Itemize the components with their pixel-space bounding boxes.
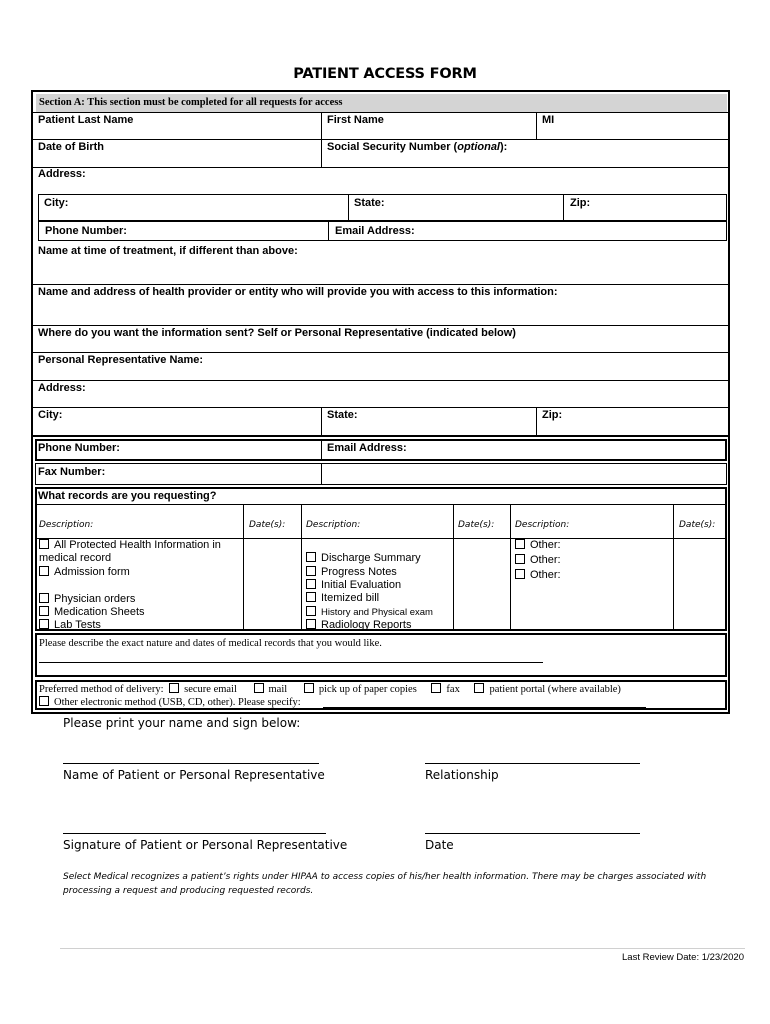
record-other-1[interactable]: Other:	[515, 539, 561, 552]
delivery-other-checkbox[interactable]	[39, 696, 49, 706]
rep-fax-box	[35, 463, 727, 485]
describe-prompt: Please describe the exact nature and dates of medical records that you would like.	[39, 638, 382, 649]
checkbox[interactable]	[515, 554, 525, 564]
delivery-mail-checkbox[interactable]	[254, 683, 264, 693]
record-lab-tests[interactable]: Lab Tests	[39, 619, 101, 632]
name-line[interactable]	[63, 763, 319, 764]
record-all-phi-cont: medical record	[39, 552, 112, 564]
checkbox[interactable]	[306, 606, 316, 616]
mi-label: MI	[542, 114, 555, 126]
dates-header-2: Date(s):	[458, 520, 495, 530]
signature-label: Signature of Patient or Personal Representative	[63, 838, 348, 852]
signature-line[interactable]	[63, 833, 326, 834]
describe-line[interactable]	[39, 662, 543, 663]
desc-header-1: Description:	[39, 520, 94, 530]
relationship-label: Relationship	[425, 768, 499, 782]
city-label: City:	[44, 197, 69, 209]
record-initial-evaluation[interactable]: Initial Evaluation	[306, 579, 401, 592]
checkbox[interactable]	[306, 592, 316, 602]
rep-email-label: Email Address:	[327, 442, 407, 454]
form-title: PATIENT ACCESS FORM	[293, 66, 477, 82]
rep-phone-label: Phone Number:	[38, 442, 120, 454]
checkbox[interactable]	[515, 569, 525, 579]
section-a-header: Section A: This section must be completed for all requests for access	[36, 94, 727, 112]
ssn-label: Social Security Number (optional):	[327, 141, 508, 153]
phone-label: Phone Number:	[45, 225, 127, 237]
email-label: Email Address:	[335, 225, 415, 237]
record-all-phi[interactable]: All Protected Health Information in	[39, 539, 221, 552]
delivery-specify-line[interactable]	[323, 707, 646, 708]
hipaa-notice: Select Medical recognizes a patient’s rights under HIPAA to access copies of his/her health information. There may be charges associated with processing a request and producing requested records.	[63, 872, 707, 896]
sign-instruction: Please print your name and sign below:	[63, 716, 301, 730]
rep-city-label: City:	[38, 409, 63, 421]
rep-fax-label: Fax Number:	[38, 466, 106, 478]
relationship-line[interactable]	[425, 763, 640, 764]
rep-zip-label: Zip:	[542, 409, 563, 421]
delivery-pickup-checkbox[interactable]	[304, 683, 314, 693]
delivery-secure-email-checkbox[interactable]	[169, 683, 179, 693]
checkbox[interactable]	[39, 619, 49, 629]
record-itemized-bill[interactable]: Itemized bill	[306, 592, 379, 605]
checkbox[interactable]	[306, 566, 316, 576]
record-radiology-reports[interactable]: Radiology Reports	[306, 619, 412, 632]
record-admission-form[interactable]: Admission form	[39, 566, 130, 579]
record-progress-notes[interactable]: Progress Notes	[306, 566, 397, 579]
dates-header-1: Date(s):	[249, 520, 286, 530]
delivery-portal-checkbox[interactable]	[474, 683, 484, 693]
rep-state-label: State:	[327, 409, 358, 421]
zip-label: Zip:	[570, 197, 591, 209]
where-sent-label: Where do you want the information sent? Self or Personal Representative (indicated below)	[38, 327, 516, 339]
first-name-label: First Name	[327, 114, 384, 126]
checkbox[interactable]	[515, 539, 525, 549]
record-medication-sheets[interactable]: Medication Sheets	[39, 606, 145, 619]
address-label: Address:	[38, 168, 86, 180]
dates-header-3: Date(s):	[679, 520, 716, 530]
desc-header-3: Description:	[515, 520, 570, 530]
name-label: Name of Patient or Personal Representative	[63, 768, 325, 782]
checkbox[interactable]	[39, 539, 49, 549]
provider-label: Name and address of health provider or entity who will provide you with access to this information:	[38, 286, 558, 298]
checkbox[interactable]	[306, 579, 316, 589]
record-physician-orders[interactable]: Physician orders	[39, 593, 135, 606]
checkbox[interactable]	[39, 566, 49, 576]
checkbox[interactable]	[39, 606, 49, 616]
records-question: What records are you requesting?	[38, 490, 217, 502]
rep-address-label: Address:	[38, 382, 86, 394]
delivery-other-row: Other electronic method (USB, CD, other). Please specify:	[39, 696, 301, 709]
patient-last-name-label: Patient Last Name	[38, 114, 134, 126]
delivery-row: Preferred method of delivery: secure email mail pick up of paper copies fax patient portal (where available)	[39, 684, 621, 695]
name-at-treatment-label: Name at time of treatment, if different than above:	[38, 245, 298, 257]
date-line[interactable]	[425, 833, 640, 834]
delivery-prefix: Preferred method of delivery:	[39, 684, 164, 695]
record-other-2[interactable]: Other:	[515, 554, 561, 567]
desc-header-2: Description:	[306, 520, 361, 530]
patient-access-form	[31, 90, 730, 714]
state-label: State:	[354, 197, 385, 209]
checkbox[interactable]	[306, 619, 316, 629]
checkbox[interactable]	[39, 593, 49, 603]
delivery-fax-checkbox[interactable]	[431, 683, 441, 693]
record-history-physical[interactable]: History and Physical exam	[306, 606, 433, 619]
checkbox[interactable]	[306, 552, 316, 562]
last-review-date: Last Review Date: 1/23/2020	[622, 952, 744, 963]
rep-name-label: Personal Representative Name:	[38, 354, 204, 366]
dob-label: Date of Birth	[38, 141, 104, 153]
footer-divider	[60, 948, 745, 949]
record-other-3[interactable]: Other:	[515, 569, 561, 582]
date-label: Date	[425, 838, 454, 852]
record-discharge-summary[interactable]: Discharge Summary	[306, 552, 421, 565]
